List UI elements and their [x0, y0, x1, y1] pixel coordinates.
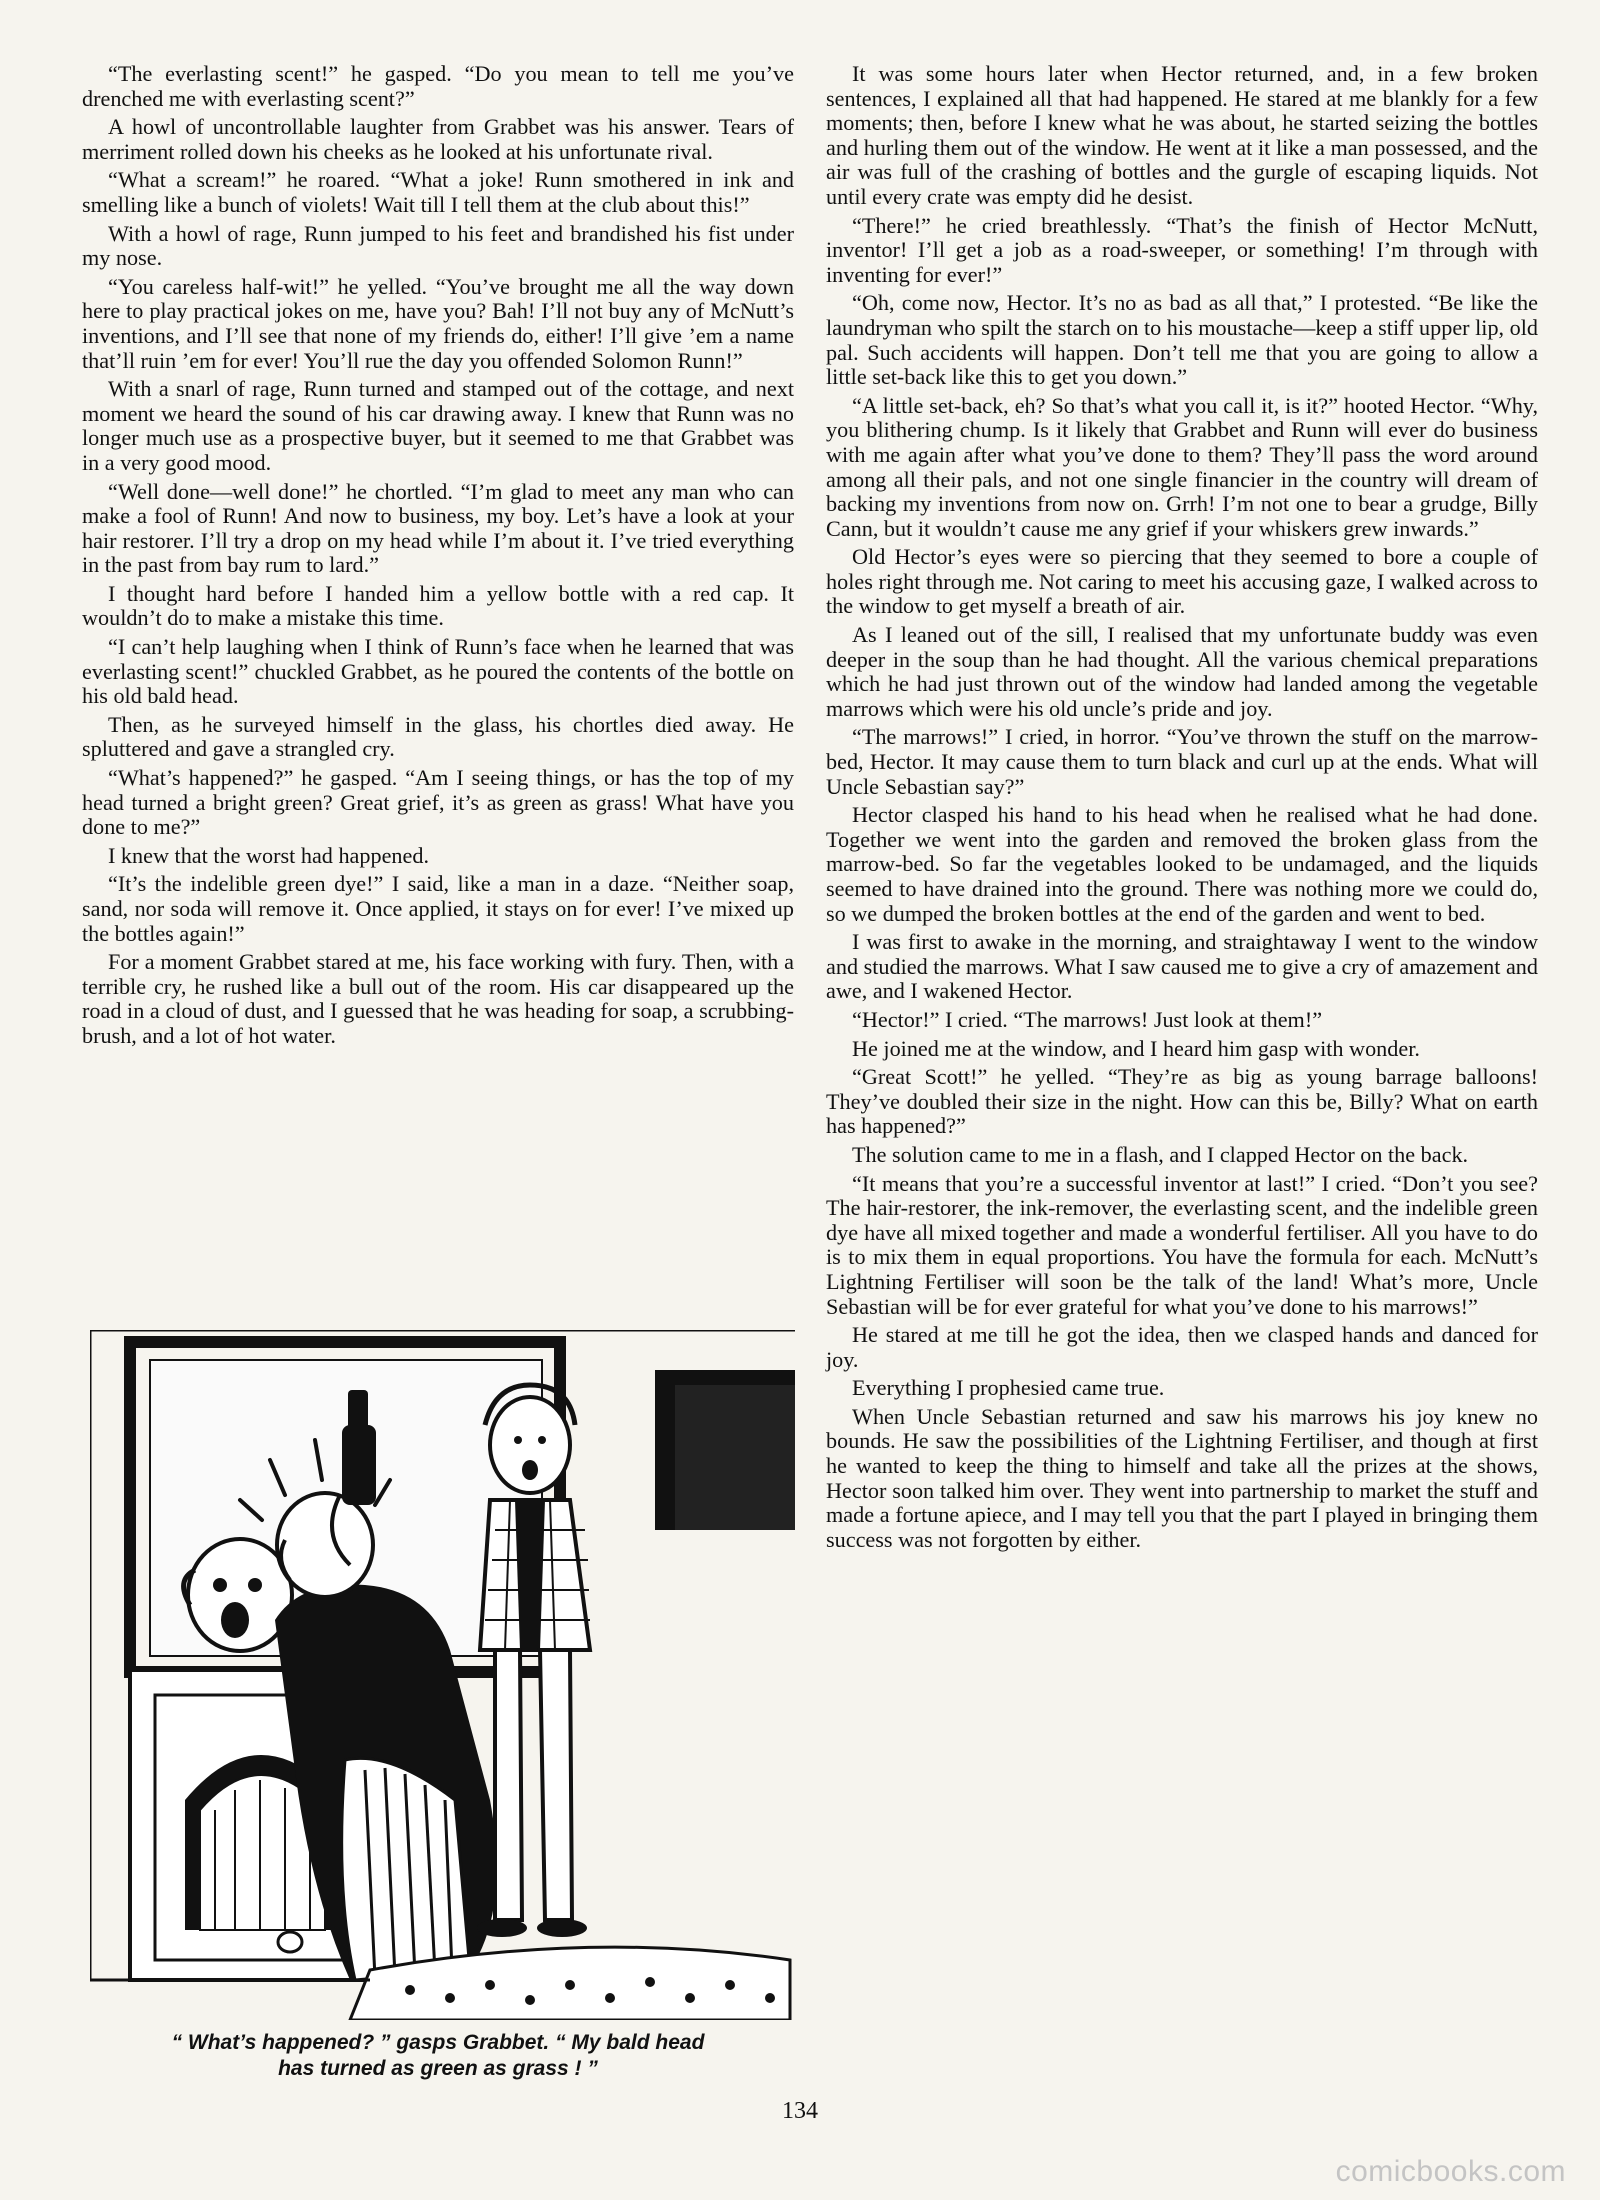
paragraph: “I can’t help laughing when I think of Runn’s face when he learned that was everlasting scent!” chuckled Grabbet, as he poured the contents of the bottle on his old bald head.	[82, 634, 794, 709]
paragraph: He joined me at the window, and I heard him gasp with wonder.	[852, 1035, 1420, 1061]
paragraph: For a moment Grabbet stared at me, his face working with fury. Then, with a terrible cry, he rushed like a bull out of the room. His car disappeared up the road in a cloud of dust, and I guessed that he was heading for soap, a scrubbing-brush, and a lot of hot water.	[82, 949, 794, 1048]
paragraph: “What a scream!” he roared. “What a joke! Runn smothered in ink and smelling like a bunch of violets! Wait till I tell them at the club about this!”	[82, 167, 794, 217]
cartoon-illustration	[90, 1330, 795, 2020]
paragraph: With a snarl of rage, Runn turned and stamped out of the cottage, and next moment we heard the sound of his car drawing away. I knew that Runn was no longer much use as a prospective buyer, but it seemed to me that Grabbet was in a very good mood.	[82, 376, 794, 475]
paragraph: He stared at me till he got the idea, then we clasped hands and danced for joy.	[826, 1322, 1538, 1372]
left-column	[82, 62, 794, 1053]
paragraph: Everything I prophesied came true.	[852, 1375, 1165, 1401]
paragraph: “It means that you’re a successful inventor at last!” I cried. “Don’t you see? The hair-restorer, the ink-remover, the everlasting scent, and the indelible green dye have all mixed together and made a wonderful fertiliser. All you have to do is to mix them in equal proportions. You have the formula for each. McNutt’s Lightning Fertiliser will soon be the talk of the land! What’s more, Uncle Sebastian will be for ever grateful for what you’ve done to his marrows!”	[826, 1170, 1538, 1319]
paragraph: As I leaned out of the sill, I realised that my unfortunate buddy was even deeper in the soup than he had thought. All the various chemical preparations which he had just thrown out of the window had landed among the vegetable marrows which were his old uncle’s pride and joy.	[826, 622, 1538, 721]
paragraph: The solution came to me in a flash, and I clapped Hector on the back.	[852, 1141, 1469, 1167]
paragraph: With a howl of rage, Runn jumped to his feet and brandished his fist under my nose.	[82, 220, 794, 271]
paragraph: “A little set-back, eh? So that’s what you call it, is it?” hooted Hector. “Why, you blithering chump. Is it likely that Grabbet and Runn will ever do business with me again after what you’ve done to them? They’ll pass the word around among all their pals, and not one single financier in the country will dream of backing my inventions from now on. Grrh! I’m not one to bear a grudge, Billy Cann, but it wouldn’t cause me any grief if your whiskers grew inwards.”	[826, 392, 1538, 541]
paragraph: “Well done—well done!” he chortled. “I’m glad to meet any man who can make a fool of Runn! And now to business, my boy. Let’s have a look at your hair restorer. I’ll try a drop on my head while I’m about it. I’ve tried everything in the past from bay rum to lard.”	[82, 478, 794, 578]
paragraph: Then, as he surveyed himself in the glass, his chortles died away. He spluttered and gave a strangled cry.	[82, 711, 794, 762]
paragraph: It was some hours later when Hector returned, and, in a few broken sentences, I explained all that had happened. He stared at me blankly for a few moments; then, before I knew what he was about, he started seizing the bottles and hurling them out of the window. He went at it like a man possessed, and the air was full of the crashing of bottles and the gurgle of escaping liquids. Not until every crate was empty did he desist.	[826, 61, 1538, 209]
paragraph: “The marrows!” I cried, in horror. “You’ve thrown the stuff on the marrow-bed, Hector. It may cause them to turn black and curl up at the ends. What will Uncle Sebastian say?”	[826, 724, 1538, 799]
paragraph: “Hector!” I cried. “The marrows! Just look at them!”	[852, 1006, 1323, 1032]
paragraph: “What’s happened?” he gasped. “Am I seeing things, or has the top of my head turned a bright green? Great grief, it’s as green as grass! What have you done to me?”	[82, 765, 794, 840]
paragraph: “The everlasting scent!” he gasped. “Do you mean to tell me you’ve drenched me with everlasting scent?”	[82, 61, 794, 111]
page-number: 134	[782, 2098, 818, 2124]
paragraph: I knew that the worst had happened.	[108, 842, 430, 868]
paragraph: “There!” he cried breathlessly. “That’s the finish of Hector McNutt, inventor! I’ll get a job as a road-sweeper, or something! I’m through with inventing for ever!”	[826, 212, 1538, 287]
paragraph: Old Hector’s eyes were so piercing that they seemed to bore a couple of holes right through me. Not caring to meet his accusing gaze, I walked across to the window to get myself a breath of air.	[826, 544, 1538, 619]
paragraph: “It’s the indelible green dye!” I said, like a man in a daze. “Neither soap, sand, nor soda will remove it. Once applied, it stays on for ever! I’ve mixed up the bottles again!”	[82, 871, 794, 946]
caption-line: has turned as green as grass ! ”	[278, 2057, 598, 2080]
caption-line: “ What’s happened? ” gasps Grabbet. “ My bald head	[171, 2031, 705, 2054]
watermark: comicbooks.com	[1335, 2155, 1566, 2188]
paragraph: A howl of uncontrollable laughter from Grabbet was his answer. Tears of merriment rolled down his cheeks as he looked at his unfortunate rival.	[82, 114, 794, 164]
right-column	[826, 62, 1538, 1556]
illustration-caption	[82, 2030, 794, 2082]
paragraph: Hector clasped his hand to his head when he realised what he had done. Together we went into the garden and removed the broken glass from the marrow-bed. So far the vegetables looked to be undamaged, and the liquids seemed to have drained into the ground. There was nothing more we could do, so we dumped the broken bottles at the end of the garden and went to bed.	[826, 802, 1538, 926]
paragraph: When Uncle Sebastian returned and saw his marrows his joy knew no bounds. He saw the possibilities of the Lightning Fertiliser, and though at first he wanted to keep the thing to himself and take all the prizes at the shows, Hector soon talked him over. They went into partnership to market the stuff and made a fortune apiece, and I may tell you that the part I played in bringing them success was not forgotten by either.	[826, 1403, 1538, 1552]
paragraph: “Oh, come now, Hector. It’s no as bad as all that,” I protested. “Be like the laundryman who spilt the starch on to his moustache—keep a stiff upper lip, old pal. Such accidents will happen. Don’t tell me that you are going to allow a little set-back like this to get you down.”	[826, 290, 1538, 390]
paragraph: “You careless half-wit!” he yelled. “You’ve brought me all the way down here to play practical jokes on me, have you? Bah! I’ll not buy any of McNutt’s inventions, and I’ll see that none of my friends do, either! I’ll give ’em a name that’ll ruin ’em for ever! You’ll rue the day you offended Solomon Runn!”	[82, 273, 794, 373]
paragraph: I thought hard before I handed him a yellow bottle with a red cap. It wouldn’t do to make a mistake this time.	[82, 580, 794, 631]
paragraph: “Great Scott!” he yelled. “They’re as big as young barrage balloons! They’ve doubled their size in the night. How can this be, Billy? What on earth has happened?”	[826, 1064, 1538, 1139]
paragraph: I was first to awake in the morning, and straightaway I went to the window and studied the marrows. What I saw caused me to give a cry of amazement and awe, and I wakened Hector.	[826, 929, 1538, 1004]
